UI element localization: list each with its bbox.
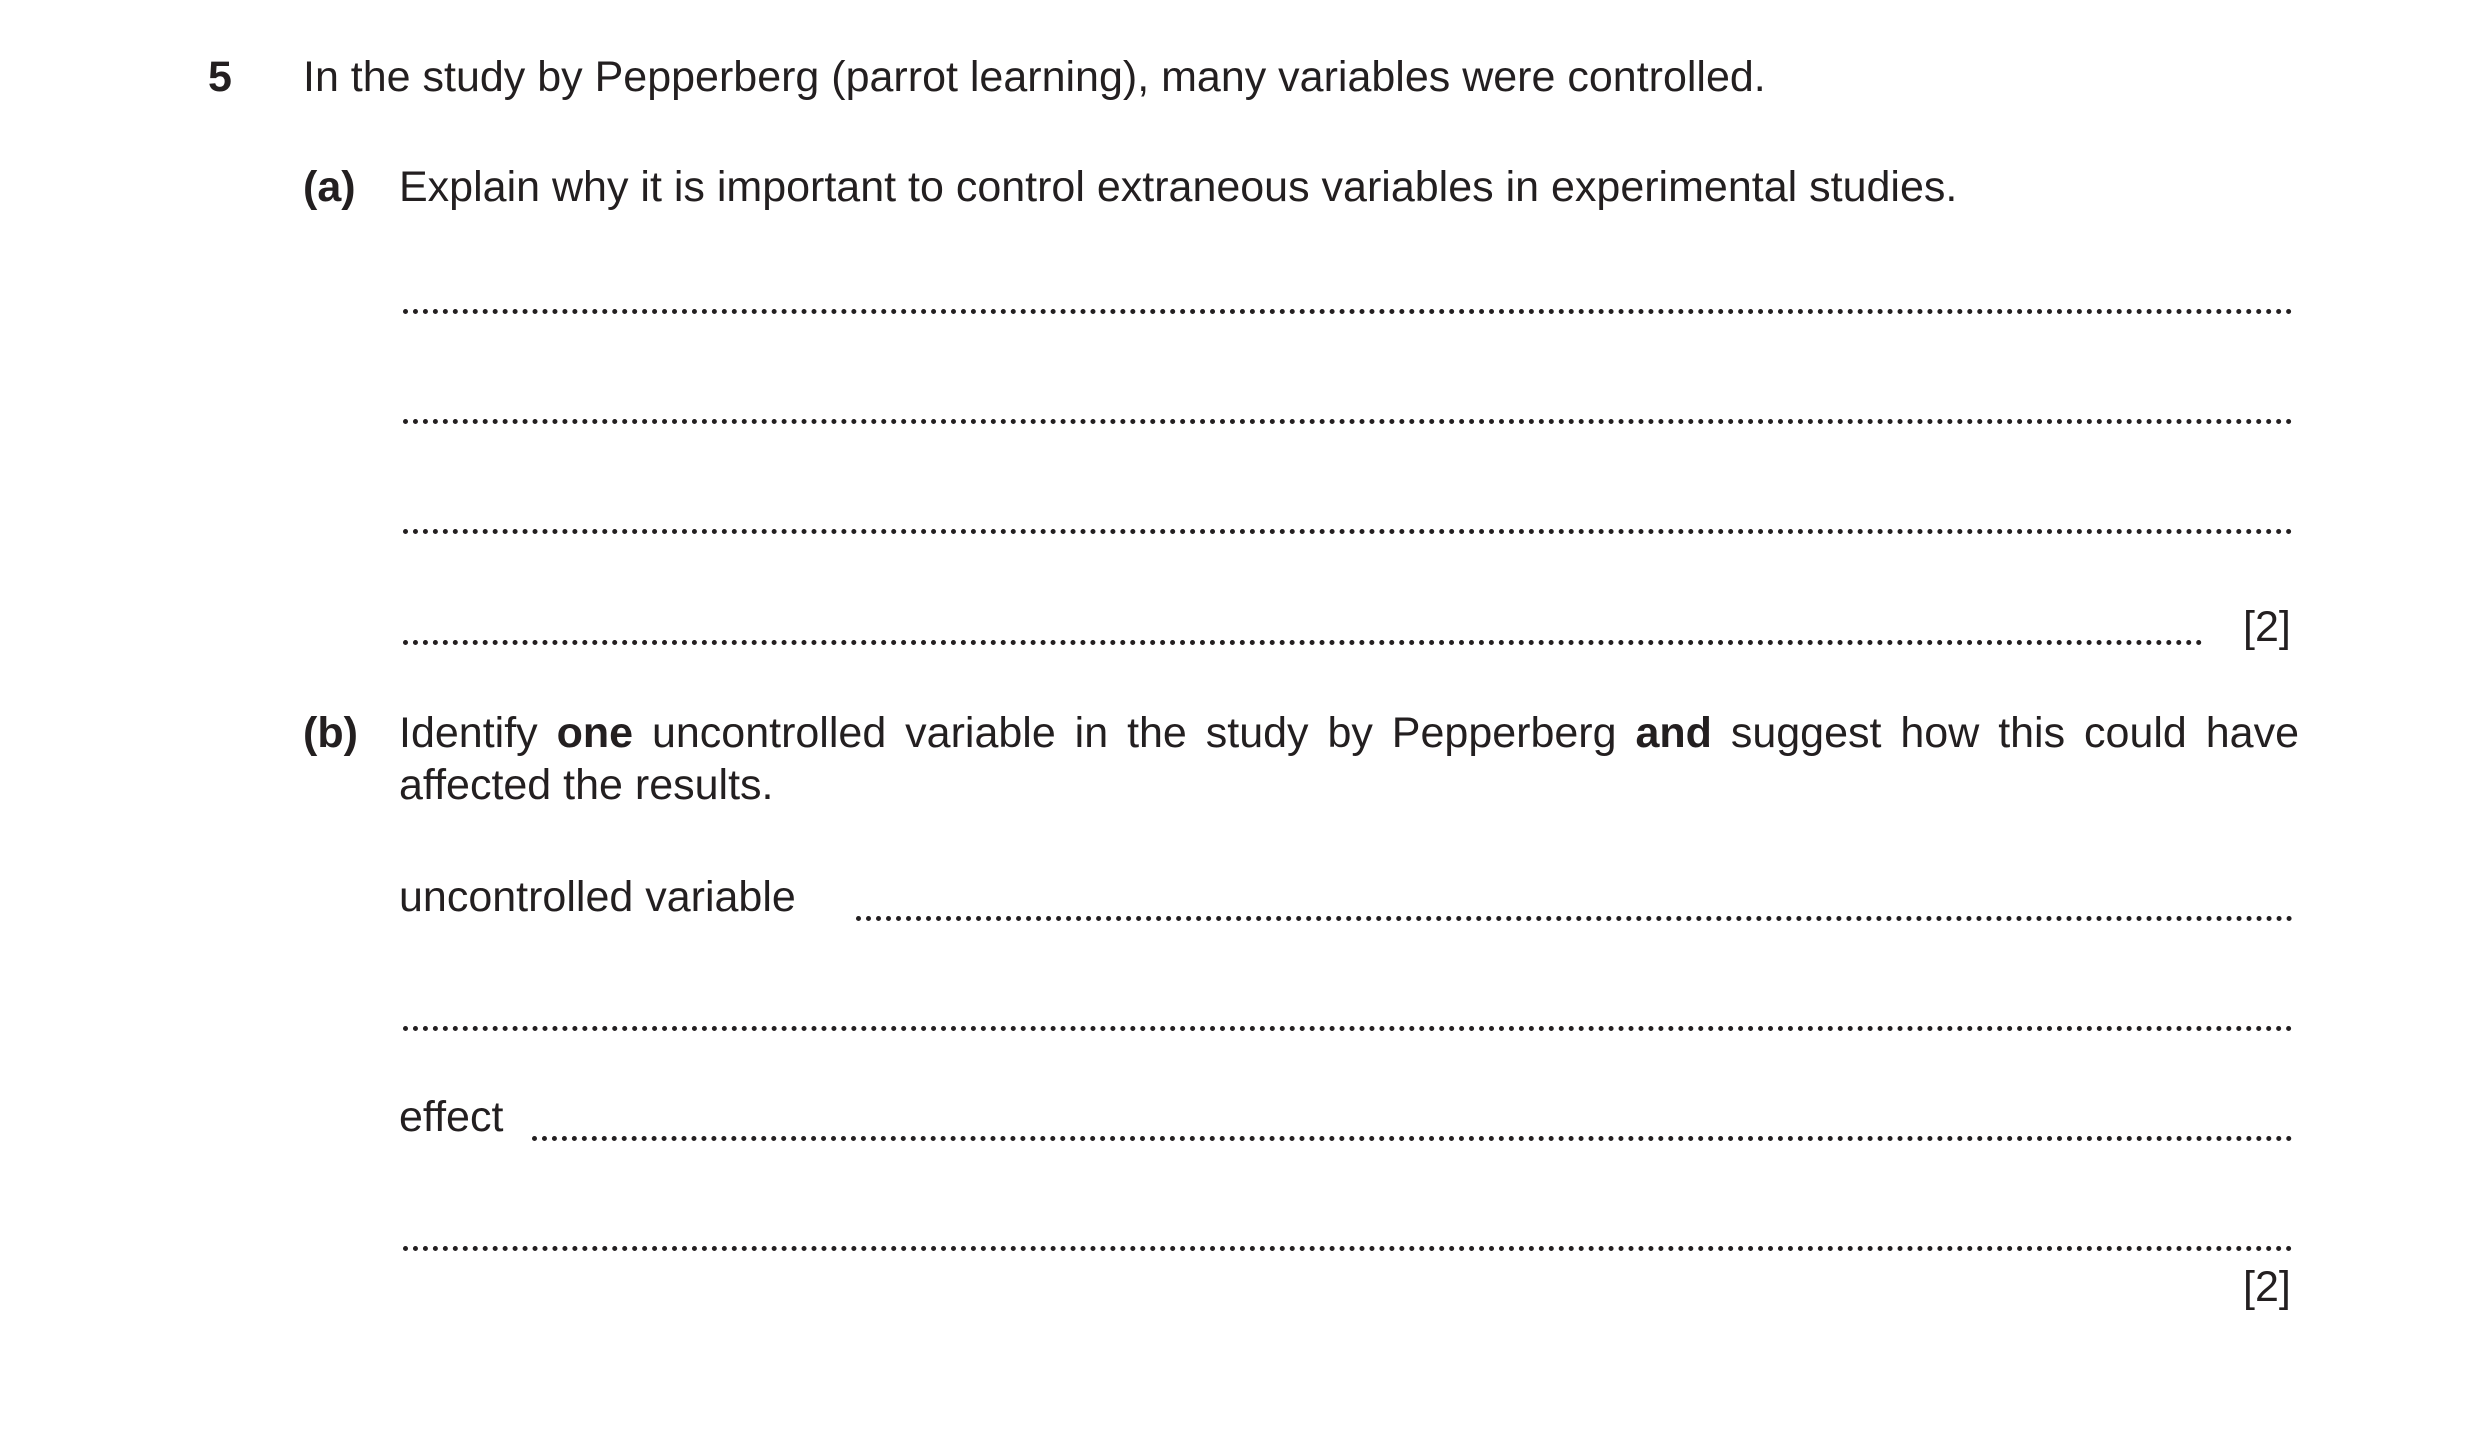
part-a-answer-line-2[interactable]: [403, 419, 2293, 424]
part-a-marks: [2]: [2243, 603, 2291, 651]
part-a-label: (a): [303, 163, 356, 211]
effect-answer-line-2[interactable]: [403, 1246, 2293, 1251]
part-b-marks: [2]: [2243, 1263, 2291, 1311]
question-number: 5: [208, 53, 232, 101]
part-a-prompt: Explain why it is important to control extraneous variables in experimental studies.: [399, 163, 1958, 211]
uncontrolled-variable-answer-line-2[interactable]: [403, 1026, 2293, 1031]
effect-label: effect: [399, 1093, 504, 1141]
question-stem: In the study by Pepperberg (parrot learning), many variables were controlled.: [303, 53, 1766, 101]
part-a-answer-line-3[interactable]: [403, 529, 2293, 534]
part-a-answer-line-1[interactable]: [403, 309, 2293, 314]
part-b-label: (b): [303, 709, 358, 757]
uncontrolled-variable-label: uncontrolled variable: [399, 873, 796, 921]
effect-answer-line[interactable]: [532, 1136, 2293, 1141]
uncontrolled-variable-answer-line[interactable]: [856, 916, 2293, 921]
part-a-answer-line-4[interactable]: [403, 640, 2203, 645]
part-b-prompt: Identify one uncontrolled variable in the study by Pepperberg and suggest how this could have affected the results.: [399, 709, 2299, 809]
